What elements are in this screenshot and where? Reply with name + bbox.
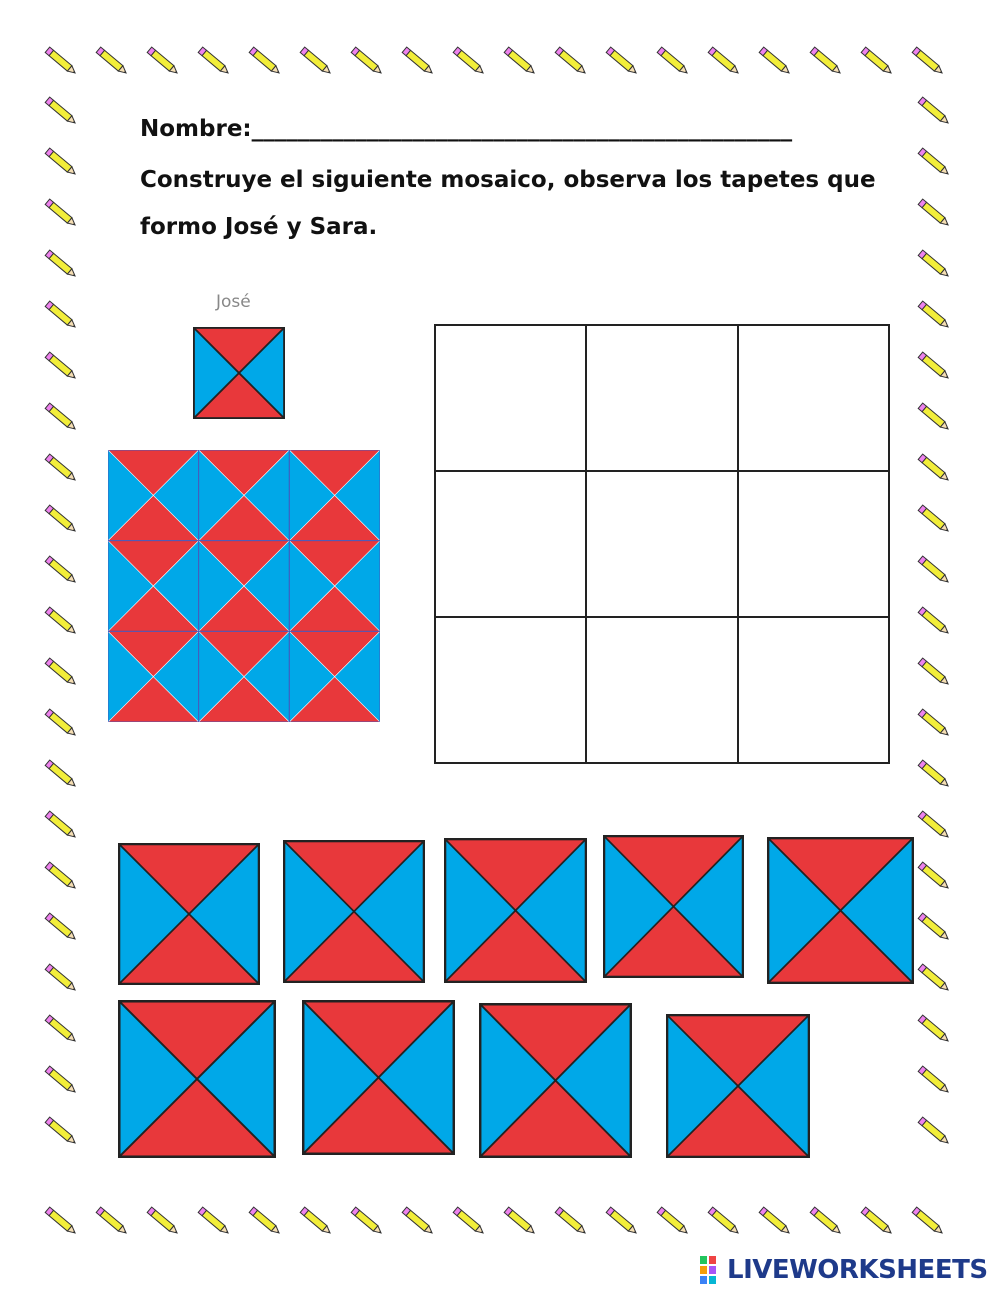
grid-cell[interactable]	[586, 617, 737, 763]
grid-cell[interactable]	[738, 325, 889, 471]
logo-text: LIVEWORKSHEETS	[727, 1255, 988, 1285]
draggable-tile[interactable]	[603, 835, 744, 978]
draggable-tile[interactable]	[118, 843, 260, 985]
liveworksheets-logo-icon	[700, 1256, 724, 1284]
example-label-jose: José	[216, 292, 251, 312]
draggable-tile[interactable]	[666, 1014, 810, 1158]
grid-cell[interactable]	[435, 471, 586, 617]
draggable-tile[interactable]	[444, 838, 587, 983]
instruction-line-2: formo José y Sara.	[140, 214, 378, 240]
draggable-tile[interactable]	[283, 840, 425, 983]
mosaic-tile	[199, 450, 290, 541]
answer-grid	[434, 324, 890, 764]
draggable-tile[interactable]	[302, 1000, 455, 1155]
mosaic-tile	[289, 450, 380, 541]
draggable-tile[interactable]	[118, 1000, 276, 1158]
draggable-tile[interactable]	[767, 837, 914, 984]
mosaic-tile	[108, 631, 199, 722]
example-tile	[193, 327, 285, 419]
draggable-tile[interactable]	[479, 1003, 632, 1158]
example-mosaic	[108, 450, 380, 722]
mosaic-tile	[289, 631, 380, 722]
mosaic-tile	[289, 541, 380, 632]
instruction-line-1: Construye el siguiente mosaico, observa los tapetes que	[140, 167, 876, 193]
grid-cell[interactable]	[738, 617, 889, 763]
liveworksheets-logo	[700, 1255, 988, 1285]
mosaic-tile	[108, 450, 199, 541]
grid-cell[interactable]	[435, 325, 586, 471]
grid-cell[interactable]	[738, 471, 889, 617]
mosaic-tile	[199, 541, 290, 632]
mosaic-tile	[108, 541, 199, 632]
grid-cell[interactable]	[586, 471, 737, 617]
name-field-label: Nombre:_______________________________________________	[140, 116, 793, 142]
grid-cell[interactable]	[586, 325, 737, 471]
mosaic-tile	[199, 631, 290, 722]
grid-cell[interactable]	[435, 617, 586, 763]
